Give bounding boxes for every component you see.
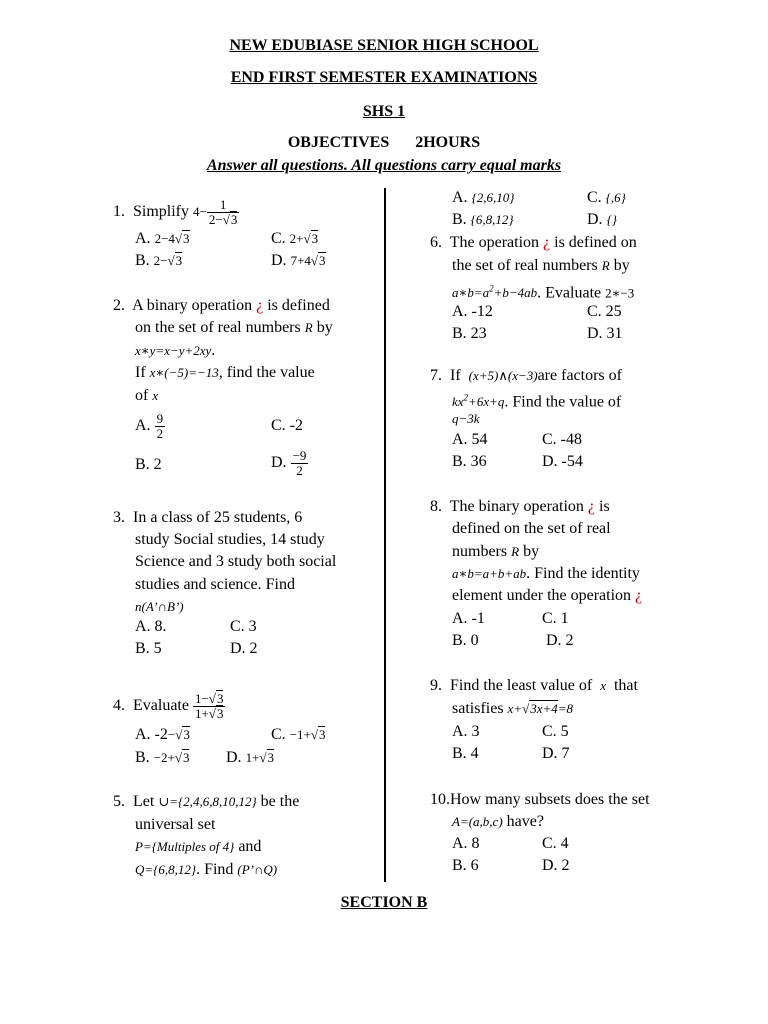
q2-option-d: D. $\frac{-9}{2}$ (271, 448, 307, 478)
instructions: Answer all questions. All questions carry equal marks (206, 157, 562, 174)
q8-option-a: A. -1 (452, 610, 485, 627)
q2-line-4: If x∗(−5)=−13, find the value (135, 364, 315, 381)
q8-line-2: defined on the set of real (452, 520, 611, 537)
q2-line-2: on the set of real numbers R by (135, 319, 333, 336)
question-4: 4. Evaluate $\frac{1-√3}{1+√3}$ (113, 691, 224, 721)
form-level: SHS 1 (362, 103, 406, 120)
q5-option-a: A. {2,6,10} (452, 189, 515, 206)
q6-option-d: D. 31 (587, 325, 623, 342)
q1-option-d: D. 7+4√3 (271, 252, 326, 269)
q4-option-b: B. −2+√3 (135, 749, 190, 766)
q1-option-a: A. 2−4√3 (135, 230, 190, 247)
q10-option-b: B. 6 (452, 857, 479, 874)
q5-option-b: B. {6,8,12} (452, 211, 514, 228)
q8-line-5: element under the operation ¿ (452, 587, 643, 604)
exam-title: END FIRST SEMESTER EXAMINATIONS (230, 69, 538, 86)
q8-line-4: a∗b=a+b+ab. Find the identity (452, 565, 640, 582)
q5-line-3: P={Multiples of 4} and (135, 838, 262, 855)
q8-option-b: B. 0 (452, 632, 479, 649)
duration-label: 2HOURS (415, 134, 481, 151)
question-6: 6. The operation ¿ is defined on (430, 234, 637, 251)
q10-option-a: A. 8 (452, 835, 480, 852)
q3-option-a: A. 8. (135, 618, 167, 635)
q7-option-d: D. -54 (542, 453, 583, 470)
q3-option-d: D. 2 (230, 640, 258, 657)
q7-option-c: C. -48 (542, 431, 582, 448)
q6-option-b: B. 23 (452, 325, 487, 342)
question-7: 7. If (x+5)∧(x−3)are factors of (430, 367, 622, 384)
q8-line-3: numbers R by (452, 543, 540, 560)
q7-line-2: $kx^2+6x+q$. Find the value of (452, 393, 622, 411)
q9-option-d: D. 7 (542, 745, 570, 762)
q10-line-2: A=(a,b,c) have? (452, 813, 544, 830)
q6-option-c: C. 25 (587, 303, 622, 320)
q2-line-5: of x (135, 387, 159, 404)
q4-option-a: A. -2−√3 (135, 726, 190, 743)
q9-option-b: B. 4 (452, 745, 479, 762)
q9-option-a: A. 3 (452, 723, 480, 740)
q3-line-2: study Social studies, 14 study (135, 531, 325, 548)
question-5: 5. Let ∪={2,4,6,8,10,12} be the (113, 793, 300, 810)
q10-option-d: D. 2 (542, 857, 570, 874)
q6-line-2: the set of real numbers R by (452, 257, 630, 274)
q4-option-d: D. 1+√3 (226, 749, 275, 766)
q5-option-d: D. {} (587, 211, 617, 228)
q3-line-3: Science and 3 study both social (135, 553, 337, 570)
q1-option-c: C. 2+√3 (271, 230, 319, 247)
q10-option-c: C. 4 (542, 835, 569, 852)
section-b-heading: SECTION B (340, 894, 428, 911)
q5-line-4: Q={6,8,12}. Find (P’∩Q) (135, 861, 278, 878)
question-8: 8. The binary operation ¿ is (430, 498, 610, 515)
q1-option-b: B. 2−√3 (135, 252, 183, 269)
q2-option-a: A. $\frac{9}{2}$ (135, 411, 164, 441)
column-divider (384, 188, 386, 882)
q8-option-c: C. 1 (542, 610, 569, 627)
q3-option-c: C. 3 (230, 618, 257, 635)
q9-line-2: satisfies x+√3x+4=8 (452, 700, 574, 717)
q4-option-c: C. −1+√3 (271, 726, 326, 743)
q7-line-3: q−3k (452, 411, 480, 426)
question-1: 1. Simplify 4− $\frac{1}{2-√3}$ (113, 197, 238, 227)
q7-option-a: A. 54 (452, 431, 488, 448)
q2-option-b: B. 2 (135, 456, 162, 473)
q2-line-3: x∗y=x−y+2xy. (135, 342, 216, 359)
q6-option-a: A. -12 (452, 303, 493, 320)
question-9: 9. Find the least value of x that (430, 677, 638, 694)
section-label: OBJECTIVES (287, 134, 390, 151)
q9-option-c: C. 5 (542, 723, 569, 740)
q5-option-c: C. {,6} (587, 189, 626, 206)
question-2: 2. A binary operation ¿ is defined (113, 297, 330, 314)
objectives-heading (0, 134, 768, 152)
q3-option-b: B. 5 (135, 640, 162, 657)
q8-option-d: D. 2 (546, 632, 574, 649)
q3-line-5: n(A’∩B’) (135, 599, 184, 614)
q2-option-c: C. -2 (271, 417, 303, 434)
question-3: 3. In a class of 25 students, 6 (113, 509, 303, 526)
school-name: NEW EDUBIASE SENIOR HIGH SCHOOL (229, 37, 539, 54)
q7-option-b: B. 36 (452, 453, 487, 470)
question-10: 10.How many subsets does the set (430, 791, 650, 808)
q5-line-2: universal set (135, 816, 216, 833)
q6-line-3: $a∗b=a^2+b-4ab$. Evaluate 2∗−3 (452, 284, 635, 302)
q3-line-4: studies and science. Find (135, 576, 295, 593)
